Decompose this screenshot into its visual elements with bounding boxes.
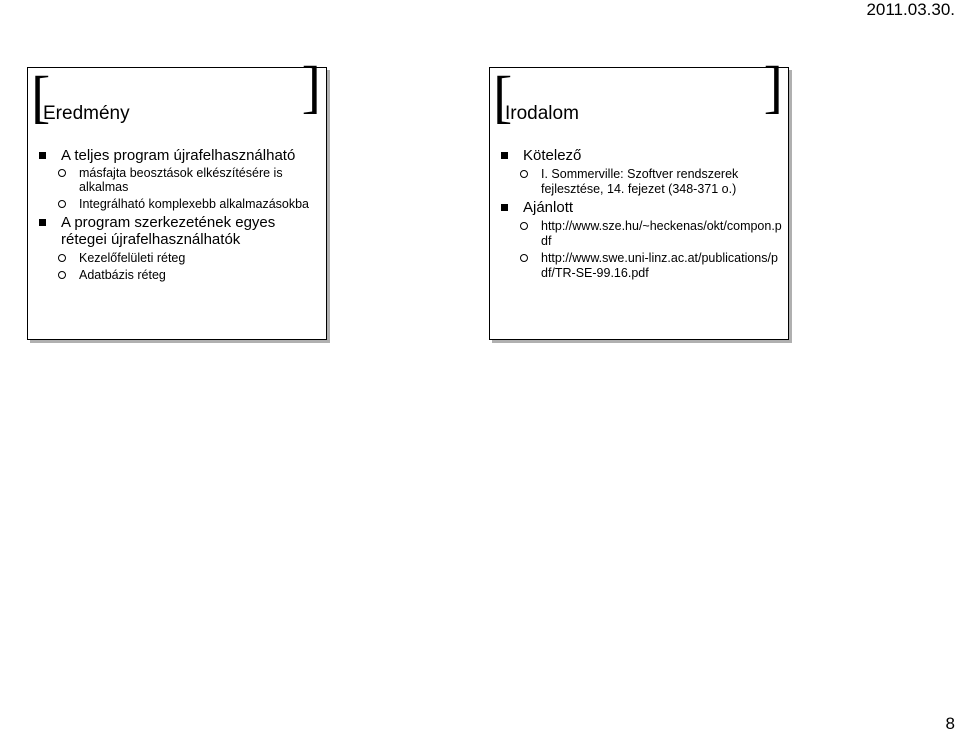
bullet-text: A program szerkezetének egyes rétegei újrafelhasználhatók [61, 214, 276, 248]
bullet-item [38, 147, 322, 164]
circle-bullet-icon [58, 169, 66, 177]
bullet-text: I. Sommerville: Szoftver rendszerek fejlesztése, 14. fejezet (348-371 o.) [541, 167, 739, 196]
reference-link[interactable]: http://www.sze.hu/~heckenas/okt/compon.pdf [541, 219, 782, 248]
slide-eredmeny [27, 54, 327, 340]
square-bullet-icon [501, 152, 508, 159]
square-bullet-icon [501, 204, 508, 211]
header-date: 2011.03.30. [866, 0, 955, 19]
slide-irodalom [489, 54, 789, 340]
bullet-text: Kezelőfelületi réteg [79, 251, 186, 265]
bullet-item [38, 214, 322, 248]
slide-bullet-list [500, 147, 784, 280]
slide-title: Eredmény [43, 103, 130, 124]
circle-bullet-icon [58, 254, 66, 262]
circle-bullet-icon [520, 254, 528, 262]
bullet-text: Integrálható komplexebb alkalmazásokba [79, 197, 309, 211]
bullet-text: Ajánlott [523, 199, 574, 216]
bullet-item [500, 199, 784, 216]
circle-bullet-icon [520, 170, 528, 178]
title-bracket-open: [ [493, 64, 513, 129]
slide-title: Irodalom [505, 103, 579, 124]
title-bracket-open: [ [31, 64, 51, 129]
circle-bullet-icon [58, 200, 66, 208]
bullet-item [500, 147, 784, 164]
bullet-text: A teljes program újrafelhasználható [61, 147, 296, 164]
title-bracket-close: ] [301, 54, 321, 119]
sub-bullet-item [38, 166, 322, 194]
title-bracket-close: ] [763, 54, 783, 119]
bullet-text: másfajta beosztások elkészítésére is alkalmas [79, 166, 283, 194]
bullet-text: Adatbázis réteg [79, 268, 166, 282]
circle-bullet-icon [58, 271, 66, 279]
sub-bullet-item [38, 197, 322, 211]
link-item[interactable] [500, 251, 784, 280]
sub-bullet-item [500, 167, 784, 196]
sub-bullet-item [38, 251, 322, 265]
bullet-text: Kötelező [523, 147, 582, 164]
square-bullet-icon [39, 219, 46, 226]
reference-link[interactable]: http://www.swe.uni-linz.ac.at/publications/pdf/TR-SE-99.16.pdf [541, 251, 778, 280]
sub-bullet-item [38, 268, 322, 282]
link-item[interactable] [500, 219, 784, 248]
slide-bullet-list [38, 147, 322, 282]
square-bullet-icon [39, 152, 46, 159]
page-number: 8 [945, 714, 955, 733]
circle-bullet-icon [520, 222, 528, 230]
